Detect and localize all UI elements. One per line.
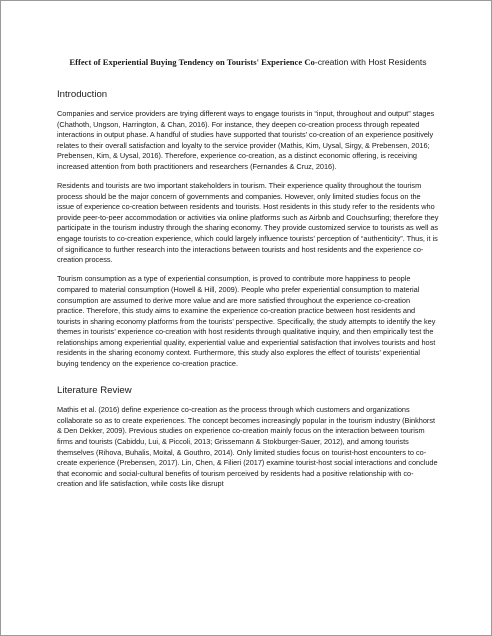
title-regular-part: -creation with Host Residents	[314, 57, 427, 67]
section-heading-literature-review: Literature Review	[57, 385, 132, 397]
document-content	[57, 57, 439, 498]
section-heading-introduction: Introduction	[57, 89, 108, 100]
title-bold-part: Effect of Experiential Buying Tendency on Tourists' Experience Co	[69, 57, 315, 67]
document-title	[57, 57, 439, 68]
introduction-paragraph-1: Companies and service providers are trying different ways to engage tourists in “input, throughout and output” stages (Chathoth, Ungson, Harrington, & Chan, 2016). For instance, they deepen co-creation process through repeated interactions in output phase. A handful of studies have supported that tourists’ co-creation of an experience positively relates to their overall satisfaction and loyalty to the service provider (Mathis, Kim, Uysal, Sirgy, & Prebensen, 2016; Prebensen, Kim, & Uysal, 2016). Therefore, experience co-creation, as a distinct economic offering, is receiving increased attention from both practitioners and researchers (Fernandes & Cruz, 2016).	[57, 109, 435, 171]
introduction-paragraph-3: Tourism consumption as a type of experiential consumption, is proved to contribute more happiness to people compared to material consumption (Howell & Hill, 2009). People who prefer experiential consumption to material consumption are assumed to derive more value and are more satisfied throughout the experience co-creation practice. Therefore, this study aims to examine the experience co-creation practice between host residents and tourists in sharing economy platforms from the tourists’ perspective. Specifically, the study attempts to identify the key themes in tourists’ experience co-creation with host residents through qualitative inquiry, and then empirically test the relationships among experiential quality, experiential value and experiential satisfaction that involves tourists and host residents in the sharing economy context. Furthermore, this study also explores the effect of tourists’ experiential buying tendency on the experience co-creation practice.	[57, 274, 436, 369]
literature-review-paragraph-1: Mathis et al. (2016) define experience co-creation as the process through which customers and organizations collaborate so as to create experiences. The concept becomes increasingly popular in the tourism industry (Binkhorst & Den Dekker, 2009). Previous studies on experience co-creation mainly focus on the interaction between tourism firms and tourists (Cabiddu, Lui, & Piccoli, 2013; Grissemann & Stokburger-Sauer, 2012), and among tourists themselves (Rihova, Buhalis, Moital, & Gouthro, 2014). Only limited studies focus on tourist-host encounters to co-create experience (Prebensen, 2017). Lin, Chen, & Filieri (2017) examine tourist-host social interactions and conclude that economic and social-cultural benefits of tourism perceived by residents had a positive relationship with co-creation and life satisfaction, while costs like disrupt	[57, 405, 438, 489]
section-spacer	[57, 378, 439, 385]
introduction-paragraph-2: Residents and tourists are two important stakeholders in tourism. Their experience quality throughout the tourism process should be the major concern of governments and companies. However, only limited studies focus on the issue of experience co-creation between residents and tourists. Host residents in this study refer to the residents who provide peer-to-peer accommodation or activities via online platforms such as Airbnb and Couchsurfing; therefore they participate in the tourism industry through the sharing economy. They provide customized service to tourists as well as engage tourists to co-creation experience, which could largely influence tourists’ perception of “authenticity”. Thus, it is of significance to further research into the interactions between tourists and host residents and the experience co-creation process.	[57, 181, 439, 265]
